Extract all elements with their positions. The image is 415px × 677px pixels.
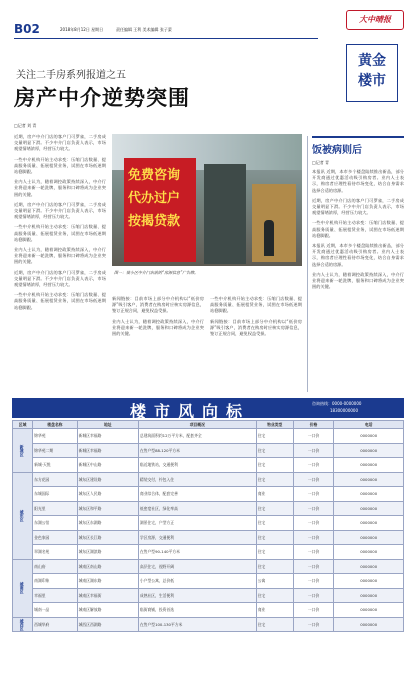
table-cell: 东湖公馆 xyxy=(33,516,77,531)
table-cell: 一口价 xyxy=(293,545,334,560)
table-cell: 一口价 xyxy=(293,429,334,444)
table-row xyxy=(13,530,404,545)
table-row xyxy=(13,574,404,589)
section-badge: 黄金楼市 xyxy=(346,44,398,102)
market-table-banner xyxy=(12,398,404,421)
table-cell: 城南区南山路 xyxy=(77,559,138,574)
article-column xyxy=(14,134,106,392)
table-cell: 住宅 xyxy=(256,559,293,574)
table-cell: 商业综合体，配套完善 xyxy=(138,487,256,502)
table-cell: 0000000 xyxy=(334,516,404,531)
table-row xyxy=(13,603,404,618)
article-paragraph: 一些中介机构开始主动求变：压缩门店数量、提高服务质量、拓展租赁业务，试图在市场低迷期站稳脚跟。 xyxy=(14,224,106,242)
table-cell: 一口价 xyxy=(293,487,334,502)
table-cell: 锦华苑二期 xyxy=(33,443,77,458)
table-group-cell: 新城区 xyxy=(13,429,33,473)
table-cell: 一口价 xyxy=(293,588,334,603)
table-cell: 一口价 xyxy=(293,443,334,458)
table-cell: 一口价 xyxy=(293,472,334,487)
table-row xyxy=(13,458,404,473)
article-paragraph: 近期，房产中介门店的客户门可罗雀，二手房成交量明显下滑。不少中介门店负责人表示，市场观望情绪浓厚，经营压力较大。 xyxy=(14,134,106,152)
article-paragraph: 近期，房产中介门店的客户门可罗雀，二手房成交量明显下滑。不少中介门店负责人表示，市场观望情绪浓厚，经营压力较大。 xyxy=(14,201,106,220)
pedestrian-figure xyxy=(264,220,274,256)
table-group-cell: 城西区 xyxy=(13,617,33,632)
table-cell: 在售户型88-120平方米 xyxy=(138,443,256,458)
table-cell: 城东区长江路 xyxy=(77,530,138,545)
table-cell: 0000000 xyxy=(334,443,404,458)
table-cell: 城东区湖滨路 xyxy=(77,545,138,560)
table-cell: 高层住宅，视野开阔 xyxy=(138,559,256,574)
table-cell: 商业 xyxy=(256,603,293,618)
table-cell: 0000000 xyxy=(334,603,404,618)
table-cell: 在售户型90-140平方米 xyxy=(138,545,256,560)
table-cell: 东城国际 xyxy=(33,487,77,502)
table-cell: 住宅 xyxy=(256,516,293,531)
article-paragraph: 一些中介机构开始主动求变：压缩门店数量、提高服务质量、拓展租赁业务，试图在市场低迷期站稳脚跟。 xyxy=(14,156,106,175)
col-header: 楼盘名称 xyxy=(33,421,77,429)
table-cell: 临街商铺，投资首选 xyxy=(138,603,256,618)
table-cell: 0000000 xyxy=(334,530,404,545)
sidebar-byline: □记者 青 xyxy=(312,160,330,165)
table-cell: 一口价 xyxy=(293,574,334,589)
table-cell: 0000000 xyxy=(334,472,404,487)
editors-line: 责任编辑 王利 美术编辑 张子蒙 xyxy=(116,27,172,32)
table-cell: 新城区幸福路 xyxy=(77,429,138,444)
date-line: 2018年8月12日 星期日 xyxy=(60,27,104,32)
table-cell: 住宅 xyxy=(256,443,293,458)
middle-note: 一些中介机构开始主动求变：压缩门店数量、提高服务质量、拓展租赁业务，试图在市场低迷期站稳脚跟。 新闻链接：目前市场上部分中介机构以“低价房源”吸引客户，消费者在购房时应核实房源信息，签订正规合同，避免权益受损。 xyxy=(210,296,302,337)
sidebar-article: 饭被病则后 □记者 青 本报讯 近期，本市多个楼盘陆续推出新品，部分开发商通过优惠活动吸引购房者。业内人士表示，购房者应理性看待市场变化，结合自身需求选择合适的房源。 近期，房产中介门店的客户门可罗雀，二手房成交量明显下滑。不少中介门店负责人表示，市场观望情绪浓厚，经营压力较大。 一些中介机构开始主动求变：压缩门店数量、提高服务质量、拓展租赁业务，试图在市场低迷期站稳脚跟。 本报讯 近期，本市多个楼盘陆续推出新品，部分开发商通过优惠活动吸引购房者。业内人士表示，购房者应理性看待市场变化，结合自身需求选择合适的房源。 业内人士认为，随着调控政策持续深入，中介行业将迎来新一轮洗牌，服务和口碑将成为企业突围的关键。 xyxy=(312,136,404,394)
table-cell: 住宅 xyxy=(256,617,293,632)
table-cell: 成熟社区，生活便利 xyxy=(138,588,256,603)
hotline-label: 咨询热线：0000-0000000 xyxy=(312,401,362,406)
table-cell: 住宅 xyxy=(256,472,293,487)
table-cell: 0000000 xyxy=(334,429,404,444)
table-header-row xyxy=(13,421,404,429)
table-cell: 一口价 xyxy=(293,530,334,545)
table-cell: 城南区幸福街 xyxy=(77,588,138,603)
table-group-cell: 城东区 xyxy=(13,472,33,559)
table-row xyxy=(13,501,404,516)
table-cell: 阳光里 xyxy=(33,501,77,516)
table-cell: 城南区解放路 xyxy=(77,603,138,618)
table-cell: 新城区幸福路 xyxy=(77,443,138,458)
table-cell: 城南一品 xyxy=(33,603,77,618)
table-cell: 住宅 xyxy=(256,429,293,444)
table-cell: 一口价 xyxy=(293,559,334,574)
page-code: B02 xyxy=(14,22,40,36)
table-cell: 一口价 xyxy=(293,501,334,516)
table-cell: 新城区中山路 xyxy=(77,458,138,473)
table-cell: 0000000 xyxy=(334,545,404,560)
table-row xyxy=(13,588,404,603)
table-cell: 城南区湖东路 xyxy=(77,574,138,589)
table-cell: 0000000 xyxy=(334,501,404,516)
headline-kicker: 关注二手房系列报道之五 xyxy=(16,70,126,81)
brand-logo: 大中晴报 xyxy=(346,10,404,30)
table-cell: 住宅 xyxy=(256,458,293,473)
table-row xyxy=(13,559,404,574)
table-cell: 城东区东湖路 xyxy=(77,516,138,531)
table-cell: 0000000 xyxy=(334,559,404,574)
table-cell: 0000000 xyxy=(334,487,404,502)
table-cell: 低密度社区，绿化率高 xyxy=(138,501,256,516)
table-row xyxy=(13,429,404,444)
table-cell: 小户型公寓，总价低 xyxy=(138,574,256,589)
col-header: 电话 xyxy=(334,421,404,429)
table-cell: 新城·天悦 xyxy=(33,458,77,473)
article-paragraph: 一些中介机构开始主动求变：压缩门店数量、提高服务质量、拓展租赁业务，试图在市场低迷期站稳脚跟。 xyxy=(14,292,106,310)
article-paragraph: 近期，房产中介门店的客户门可罗雀，二手房成交量明显下滑。不少中介门店负责人表示，市场观望情绪浓厚，经营压力较大。 xyxy=(14,269,106,288)
table-cell: 0000000 xyxy=(334,617,404,632)
col-header: 物业类型 xyxy=(256,421,293,429)
table-row xyxy=(13,472,404,487)
table-cell: 一口价 xyxy=(293,516,334,531)
table-group-cell: 城南区 xyxy=(13,559,33,617)
hotline-alt: 18300000000 xyxy=(330,408,358,413)
table-cell: 一口价 xyxy=(293,603,334,618)
table-cell: 临近地铁站，交通便利 xyxy=(138,458,256,473)
table-title: 楼市风向标 xyxy=(130,402,251,421)
middle-note: 新闻链接：目前市场上部分中介机构以“低价房源”吸引客户，消费者在购房时应核实房源信息，签订正规合同，避免权益受损。 业内人士认为，随着调控政策持续深入，中介行业将迎来新一轮洗牌，服务和口碑将成为企业突围的关键。 xyxy=(112,296,204,337)
table-cell: 幸福里 xyxy=(33,588,77,603)
table-cell: 住宅 xyxy=(256,530,293,545)
article-paragraph: 业内人士认为，随着调控政策持续深入，中介行业将迎来新一轮洗牌，服务和口碑将成为企业突围的关键。 xyxy=(14,179,106,197)
table-row xyxy=(13,617,404,632)
col-header: 价格 xyxy=(293,421,334,429)
table-cell: 商业 xyxy=(256,487,293,502)
table-cell: 城东区人民路 xyxy=(77,487,138,502)
table-row xyxy=(13,545,404,560)
table-cell: 翠湖名苑 xyxy=(33,545,77,560)
table-cell: 在售户型100-130平方米 xyxy=(138,617,256,632)
table-cell: 西城华府 xyxy=(33,617,77,632)
table-cell: 0000000 xyxy=(334,458,404,473)
table-cell: 湖景住宅，户型方正 xyxy=(138,516,256,531)
table-row xyxy=(13,487,404,502)
table-cell: 总建筑面积约12万平方米，配套齐全 xyxy=(138,429,256,444)
table-cell: 住宅 xyxy=(256,501,293,516)
col-header: 区域 xyxy=(13,421,33,429)
table-cell: 一口价 xyxy=(293,617,334,632)
table-cell: 南湖印象 xyxy=(33,574,77,589)
table-cell: 一口价 xyxy=(293,458,334,473)
news-photo xyxy=(112,134,302,266)
table-cell: 住宅 xyxy=(256,545,293,560)
headline-title: 房产中介逆势突围 xyxy=(14,86,190,110)
table-cell: 金色家园 xyxy=(33,530,77,545)
col-header: 地址 xyxy=(77,421,138,429)
table-cell: 0000000 xyxy=(334,574,404,589)
table-cell: 0000000 xyxy=(334,588,404,603)
table-row xyxy=(13,443,404,458)
table-cell: 南山府 xyxy=(33,559,77,574)
table-cell: 城东区和平路 xyxy=(77,501,138,516)
headline-byline: □记者 刘 青 xyxy=(14,123,37,128)
market-table xyxy=(12,420,404,670)
table-cell: 东方花园 xyxy=(33,472,77,487)
table-cell: 精装交付，拎包入住 xyxy=(138,472,256,487)
photo-caption: 图一：某小区中介门店前的“房源信息”广告牌。 xyxy=(114,270,199,275)
table-cell: 城东区建设路 xyxy=(77,472,138,487)
col-header: 项目概况 xyxy=(138,421,256,429)
table-cell: 城西区西湖路 xyxy=(77,617,138,632)
shop-sign: 免费咨询 代办过户 按揭贷款 xyxy=(124,158,196,262)
table-row xyxy=(13,516,404,531)
table-cell: 锦华苑 xyxy=(33,429,77,444)
table-cell: 公寓 xyxy=(256,574,293,589)
article-paragraph: 业内人士认为，随着调控政策持续深入，中介行业将迎来新一轮洗牌，服务和口碑将成为企业突围的关键。 xyxy=(14,247,106,265)
table-cell: 住宅 xyxy=(256,588,293,603)
table-cell: 学区房源，交通便利 xyxy=(138,530,256,545)
sidebar-title: 饭被病则后 xyxy=(312,136,404,156)
